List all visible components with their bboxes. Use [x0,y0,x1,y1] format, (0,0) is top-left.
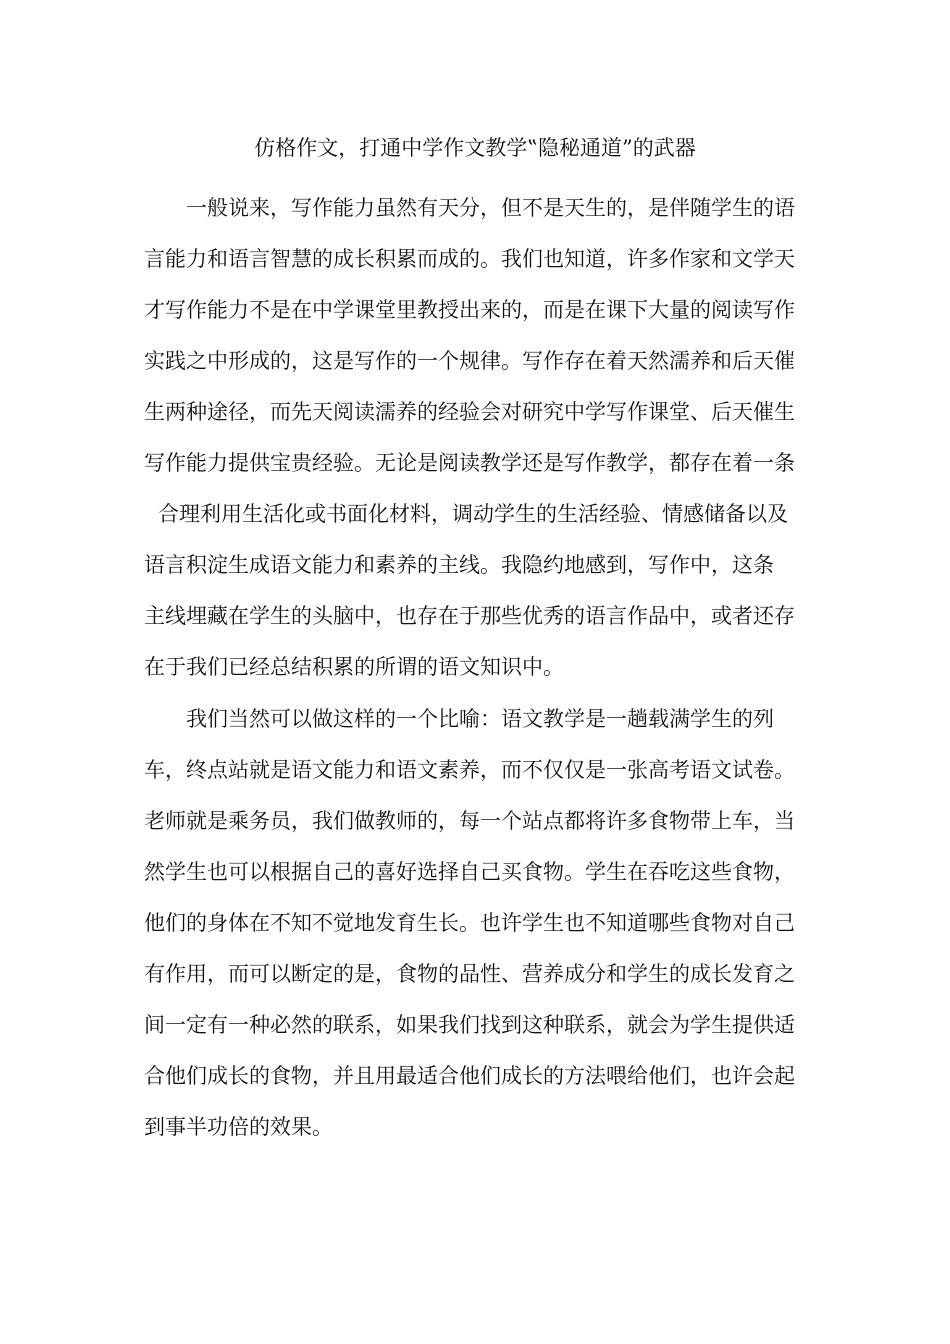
paragraph-line: 合他们成长的食物，并且用最适合他们成长的方法喂给他们，也许会起 [144,1064,795,1088]
paragraph-line: 合理利用生活化或书面化材料，调动学生的生活经验、情感储备以及 [158,502,788,526]
paragraph-line: 写作能力提供宝贵经验。无论是阅读教学还是写作教学，都存在着一条 [144,451,795,475]
paragraph-2 [144,694,814,1153]
paragraph-line: 才写作能力不是在中学课堂里教授出来的，而是在课下大量的阅读写作 [144,298,795,322]
paragraph-line: 到事半功倍的效果。 [144,1115,333,1139]
paragraph-line: 言能力和语言智慧的成长积累而成的。我们也知道，许多作家和文学天 [144,247,795,271]
paragraph-line: 有作用，而可以断定的是，食物的品性、营养成分和学生的成长发育之 [144,962,795,986]
paragraph-line: 我们当然可以做这样的一个比喻：语文教学是一趟载满学生的列 [186,707,774,731]
paragraph-line: 生两种途径，而先天阅读濡养的经验会对研究中学写作课堂、后天催生 [144,400,795,424]
paragraph-line: 语言积淀生成语文能力和素养的主线。我隐约地感到，写作中，这条 [144,553,774,577]
paragraph-line: 间一定有一种必然的联系，如果我们找到这种联系，就会为学生提供适 [144,1013,795,1037]
paragraph-line: 主线埋藏在学生的头脑中，也存在于那些优秀的语言作品中，或者还存 [144,604,795,628]
paragraph-line: 在于我们已经总结积累的所谓的语文知识中。 [144,655,564,679]
document-title: 仿格作文，打通中学作文教学‟隐秘通道”的武器 [254,136,696,160]
paragraph-line: 一般说来，写作能力虽然有天分，但不是天生的，是伴随学生的语 [186,196,795,220]
paragraph-line: 他们的身体在不知不觉地发育生长。也许学生也不知道哪些食物对自己 [144,911,795,935]
paragraph-1 [144,183,814,693]
paragraph-line: 老师就是乘务员，我们做教师的，每一个站点都将许多食物带上车，当 [144,809,795,833]
paragraph-line: 车，终点站就是语文能力和语文素养，而不仅仅是一张高考语文试卷。 [144,758,795,782]
paragraph-line: 然学生也可以根据自己的喜好选择自己买食物。学生在吞吃这些食物， [144,860,795,884]
paragraph-line: 实践之中形成的，这是写作的一个规律。写作存在着天然濡养和后天催 [144,349,795,373]
